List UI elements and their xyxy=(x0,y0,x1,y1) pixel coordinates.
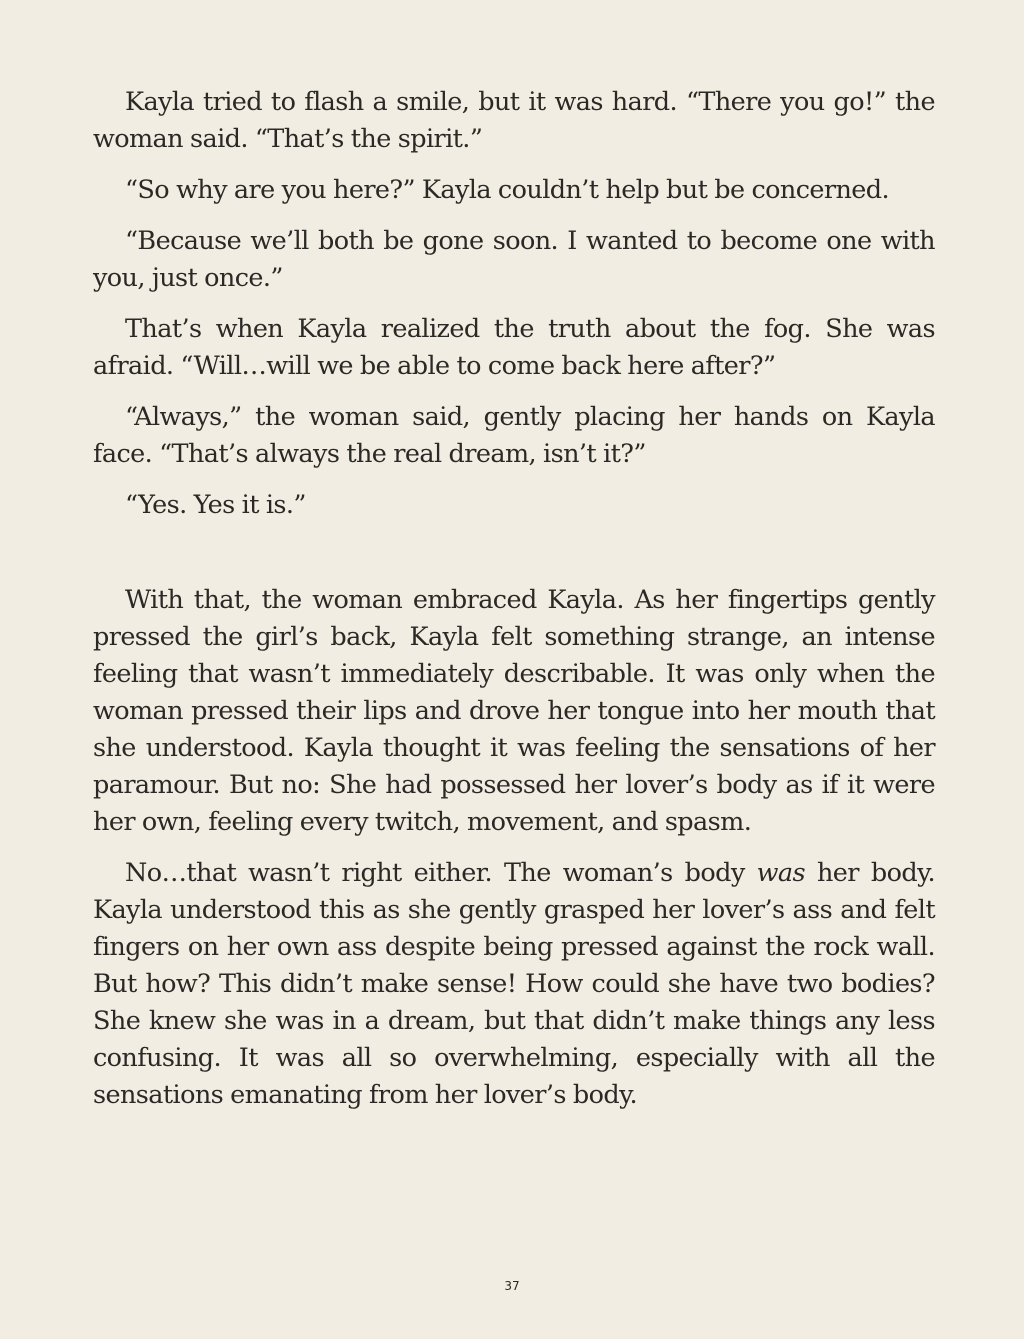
paragraph: “So why are you here?” Kayla couldn’t help but be concerned. xyxy=(125,175,890,205)
paragraph xyxy=(93,855,935,1114)
paragraph: That’s when Kayla realized the truth about the fog. She was afraid. “Will…will we be able to come back here after?” xyxy=(93,314,935,381)
text-section-bottom xyxy=(93,582,935,1128)
paragraph-text: her body. Kayla understood this as she gently grasped her lover’s ass and felt fingers on her own ass despite being pressed against the rock wall. But how? This didn’t make sense! How could she have two bodies? She knew she was in a dream, but that didn’t make things any less confusing. It was all so overwhelming, especially with all the sensations emanating from her lover’s body. xyxy=(93,858,935,1110)
paragraph: Kayla tried to flash a smile, but it was hard. “There you go!” the woman said. “That’s the spirit.” xyxy=(93,87,935,154)
emphasized-word: was xyxy=(756,858,805,888)
paragraph-text: No…that wasn’t right either. The woman’s body xyxy=(125,858,757,888)
page-number: 37 xyxy=(504,1279,520,1293)
paragraph: With that, the woman embraced Kayla. As her fingertips gently pressed the girl’s back, Kayla felt something strange, an intense feeling that wasn’t immediately describable. It was only when the woman pressed their lips and drove her tongue into her mouth that she understood. Kayla thought it was feeling the sensations of her paramour. But no: She had possessed her lover’s body as if it were her own, feeling every twitch, movement, and spasm. xyxy=(93,585,935,837)
text-section-top xyxy=(93,84,935,538)
paragraph: “Yes. Yes it is.” xyxy=(125,490,306,520)
paragraph: “Always,” the woman said, gently placing her hands on Kayla face. “That’s always the real dream, isn’t it?” xyxy=(93,402,935,469)
paragraph: “Because we’ll both be gone soon. I wanted to become one with you, just once.” xyxy=(93,226,935,293)
